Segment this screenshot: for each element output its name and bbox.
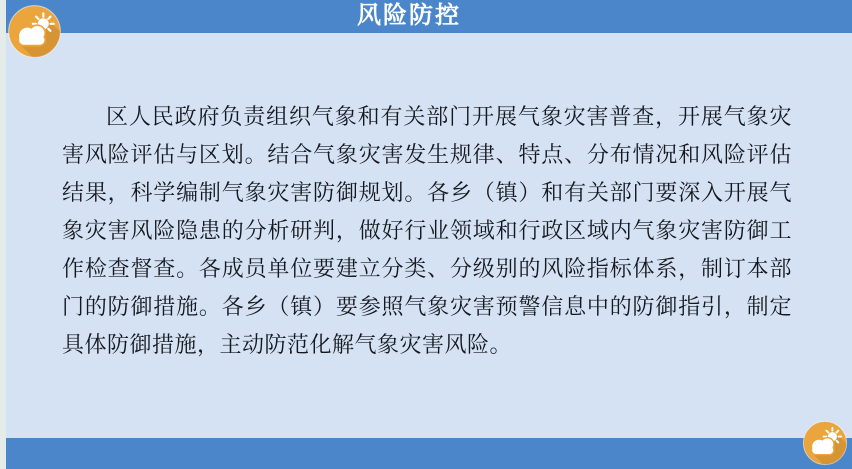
slide-title: 风险防控 <box>357 3 461 29</box>
cloud-glyph <box>812 438 833 454</box>
slide-edge-strip <box>0 0 6 469</box>
header-bar <box>6 0 852 33</box>
body-paragraph: 区人民政府负责组织气象和有关部门开展气象灾害普查，开展气象灾害风险评估与区划。结合气象灾害发生规律、特点、分布情况和风险评估结果，科学编制气象灾害防御规划。各乡（镇）和有关部门要深入开展气象灾害风险隐患的分析研判，做好行业领域和行政区域内气象灾害防御工作检查督查。各成员单位要建立分类、分级别的风险指标体系，制订本部门的防御措施。各乡（镇）要参照气象灾害预警信息中的防御指引，制定具体防御措施，主动防范化解气象灾害风险。 <box>62 104 792 357</box>
footer-bar <box>6 438 852 469</box>
sun-behind-cloud-icon <box>7 4 62 59</box>
cloud-glyph <box>19 26 44 45</box>
sun-behind-cloud-icon <box>802 420 848 466</box>
